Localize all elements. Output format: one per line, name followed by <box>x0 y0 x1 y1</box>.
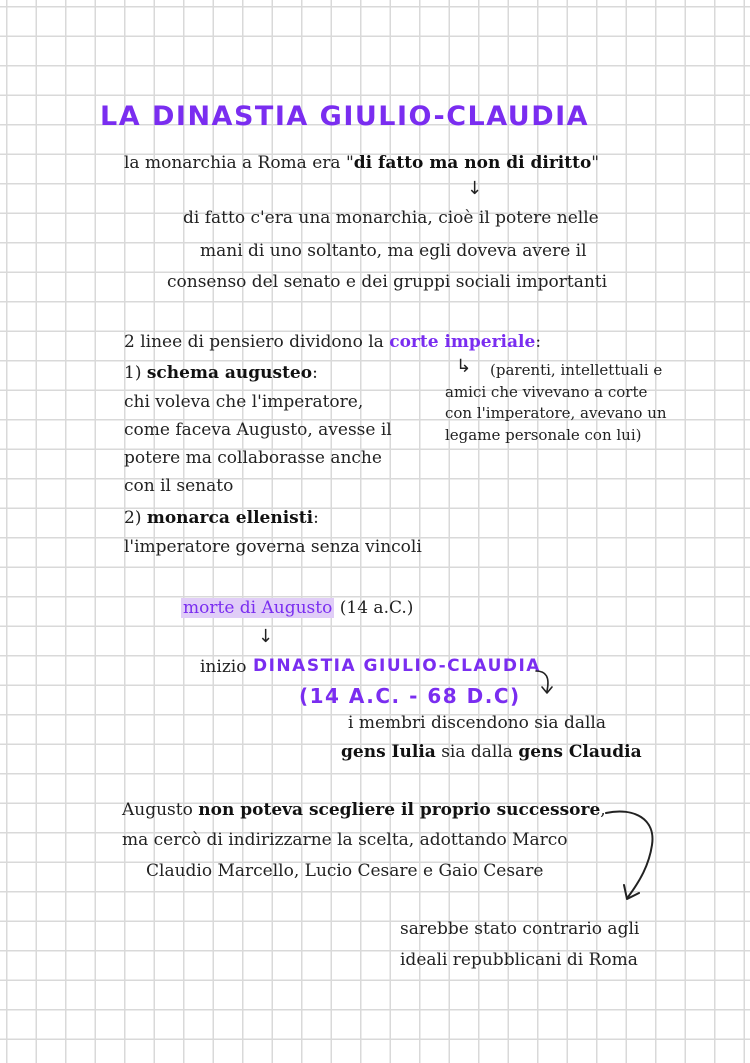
scheme-2-name: monarca ellenisti <box>146 508 314 528</box>
court-note-line-3: con l'imperatore, avevano un <box>445 404 667 422</box>
page-title: LA DINASTIA GIULIO-CLAUDIA <box>100 101 590 132</box>
succession-prefix: Augusto <box>122 800 199 820</box>
scheme-2-number: 2) <box>124 508 147 528</box>
scheme-1-number: 1) <box>124 363 147 383</box>
members-line-2 <box>341 742 642 762</box>
conclusion-line-2: ideali repubblicani di Roma <box>400 950 638 970</box>
succession-line-1 <box>122 800 606 820</box>
scheme-1-line-1: chi voleva che l'imperatore, <box>124 392 364 412</box>
intro-bold: di fatto ma non di diritto <box>353 153 592 173</box>
down-arrow-icon: ↓ <box>467 178 483 199</box>
lines-of-thought-prefix: 2 linee di pensiero dividono la <box>124 332 390 352</box>
intro-suffix: " <box>591 153 600 173</box>
scheme-2-line: l'imperatore governa senza vincoli <box>124 537 422 557</box>
scheme-1-line-3: potere ma collaborasse anche <box>124 448 382 468</box>
lines-of-thought <box>124 332 541 352</box>
intro-prefix: la monarchia a Roma era " <box>124 153 354 173</box>
members-line-1: i membri discendono sia dalla <box>348 713 606 733</box>
gens-claudia: gens Claudia <box>518 742 642 762</box>
lines-of-thought-suffix: : <box>535 332 542 352</box>
scheme-1-line-2: come faceva Augusto, avesse il <box>124 420 392 440</box>
scheme-1-heading <box>124 363 318 383</box>
explanation-line-1: di fatto c'era una monarchia, cioè il potere nelle <box>183 208 599 228</box>
court-note-line-4: legame personale con lui) <box>445 426 642 444</box>
dynasty-prefix: inizio <box>200 657 247 677</box>
explanation-line-2: mani di uno soltanto, ma egli doveva avere il <box>200 241 587 261</box>
intro-line <box>124 153 599 173</box>
members-mid: sia dalla <box>435 742 519 762</box>
court-highlight: corte imperiale <box>389 332 536 352</box>
gens-iulia: gens Iulia <box>341 742 436 762</box>
scheme-2-colon: : <box>313 508 319 528</box>
down-arrow-icon: ↓ <box>258 626 274 647</box>
curved-arrow-icon <box>534 665 558 705</box>
succession-suffix: , <box>600 800 606 820</box>
scheme-1-line-4: con il senato <box>124 476 234 496</box>
curved-arrow-icon: ↳ <box>456 356 472 377</box>
dynasty-dates: (14 A.C. - 68 D.C) <box>299 684 521 708</box>
scheme-1-colon: : <box>312 363 318 383</box>
scheme-1-name: schema augusteo <box>146 363 313 383</box>
explanation-line-3: consenso del senato e dei gruppi sociali importanti <box>167 272 608 292</box>
succession-line-2: ma cercò di indirizzarne la scelta, adottando Marco <box>122 830 568 850</box>
court-note-line-1: (parenti, intellettuali e <box>490 361 663 379</box>
succession-bold: non poteva scegliere il proprio successore <box>198 800 601 820</box>
death-highlight: morte di Augusto <box>183 598 333 618</box>
scheme-2-heading <box>124 508 319 528</box>
court-note-line-2: amici che vivevano a corte <box>445 383 648 401</box>
dynasty-name: DINASTIA GIULIO-CLAUDIA <box>253 656 541 676</box>
curved-arrow-icon <box>604 805 664 905</box>
conclusion-line-1: sarebbe stato contrario agli <box>400 919 640 939</box>
death-date: (14 a.C.) <box>334 598 414 618</box>
succession-line-3: Claudio Marcello, Lucio Cesare e Gaio Cesare <box>146 861 544 881</box>
death-of-augustus <box>181 598 413 618</box>
